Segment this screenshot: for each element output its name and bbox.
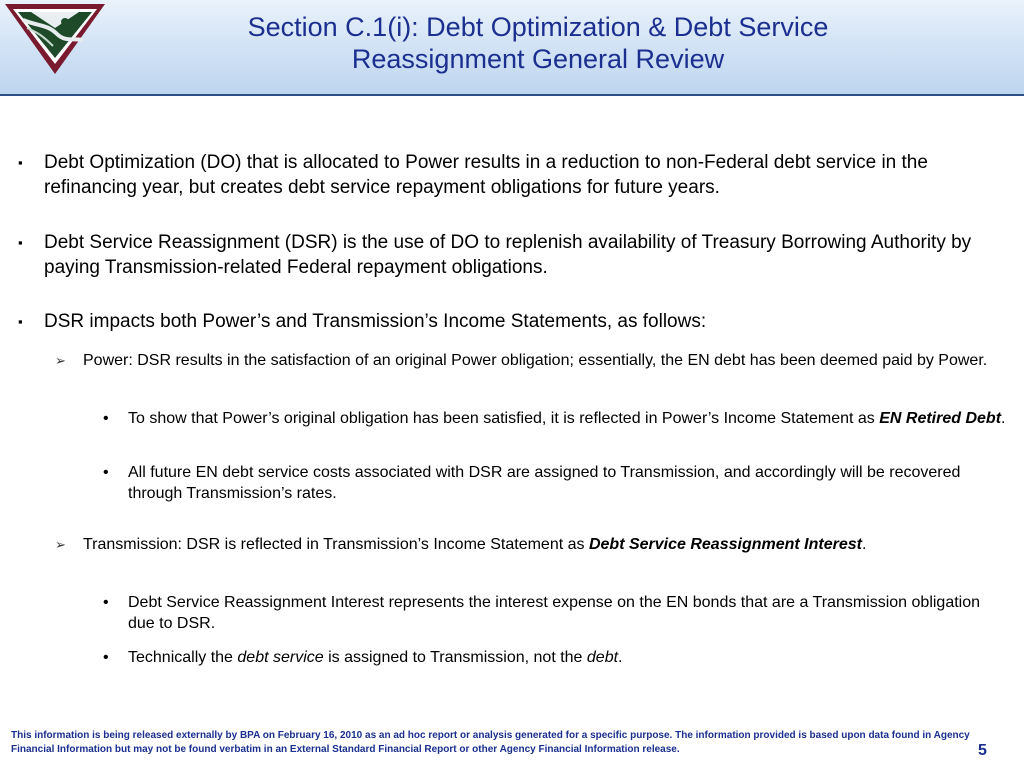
bullet-text: DSR impacts both Power’s and Transmission’s Income Statements, as follows: (44, 311, 707, 332)
sub-bullet-transmission (55, 534, 1013, 555)
emphasis-en-retired-debt: EN Retired Debt (879, 410, 1002, 427)
slide-title-line-1: Section C.1(i): Debt Optimization & Debt Service (247, 12, 829, 42)
sub-bullet-text: Transmission: DSR is reflected in Transmission’s Income Statement as (83, 536, 589, 553)
slide-title-line-2: Reassignment General Review (351, 44, 725, 74)
dot-bullet-icon: • (103, 410, 109, 427)
page-number: 5 (978, 742, 987, 759)
footer-disclaimer: This information is being released externally by BPA on February 16, 2010 as an ad hoc report or analysis generated for a specific purpose. The information provided is based upon data found in Agency Financial Information but may not be found verbatim in an External Standard Financial Report or other Agency Financial Information release. (11, 730, 970, 755)
transmission-detail-interest (103, 592, 1008, 634)
square-bullet-icon: ▪ (18, 235, 23, 250)
dot-bullet-icon: • (103, 594, 109, 611)
power-detail-retired-debt (103, 408, 1008, 429)
power-detail-future-costs (103, 462, 1008, 504)
sub-bullet-power (55, 350, 1013, 371)
detail-text: To show that Power’s original obligation has been satisfied, it is reflected in Power’s Income Statement as (128, 410, 880, 427)
detail-text-a: Technically the (128, 649, 238, 666)
bullet-debt-service-reassignment (18, 230, 1004, 280)
bullet-debt-optimization (18, 150, 1004, 200)
emphasis-debt-service: debt service (237, 649, 324, 666)
detail-text-e: . (618, 649, 623, 666)
square-bullet-icon: ▪ (18, 314, 23, 329)
bullet-text: Debt Service Reassignment (DSR) is the use of DO to replenish availability of Treasury Borrowing Authority by paying Transmission-related Federal repayment obligations. (44, 232, 972, 278)
sub-bullet-text: Power: DSR results in the satisfaction of an original Power obligation; essentially, the EN debt has been deemed paid by Power. (83, 352, 988, 369)
dot-bullet-icon: • (103, 464, 109, 481)
arrow-bullet-icon: ➢ (55, 353, 66, 368)
arrow-bullet-icon: ➢ (55, 537, 66, 552)
bullet-dsr-impacts (18, 309, 1004, 334)
emphasis-dsr-interest: Debt Service Reassignment Interest (588, 536, 862, 553)
dot-bullet-icon: • (103, 649, 109, 666)
detail-text: All future EN debt service costs associated with DSR are assigned to Transmission, and accordingly will be recovered through Transmission’s rates. (128, 464, 961, 502)
detail-text-end: . (1001, 410, 1006, 427)
transmission-detail-technically (103, 647, 1008, 668)
bullet-text: Debt Optimization (DO) that is allocated to Power results in a reduction to non-Federal debt service in the refinancing year, but creates debt service repayment obligations for future years. (44, 152, 928, 198)
detail-text-c: is assigned to Transmission, not the (323, 649, 587, 666)
detail-text: Debt Service Reassignment Interest represents the interest expense on the EN bonds that are a Transmission obligation due to DSR. (128, 594, 981, 632)
sub-bullet-text-end: . (861, 536, 867, 553)
emphasis-debt: debt (586, 649, 619, 666)
square-bullet-icon: ▪ (18, 155, 23, 170)
